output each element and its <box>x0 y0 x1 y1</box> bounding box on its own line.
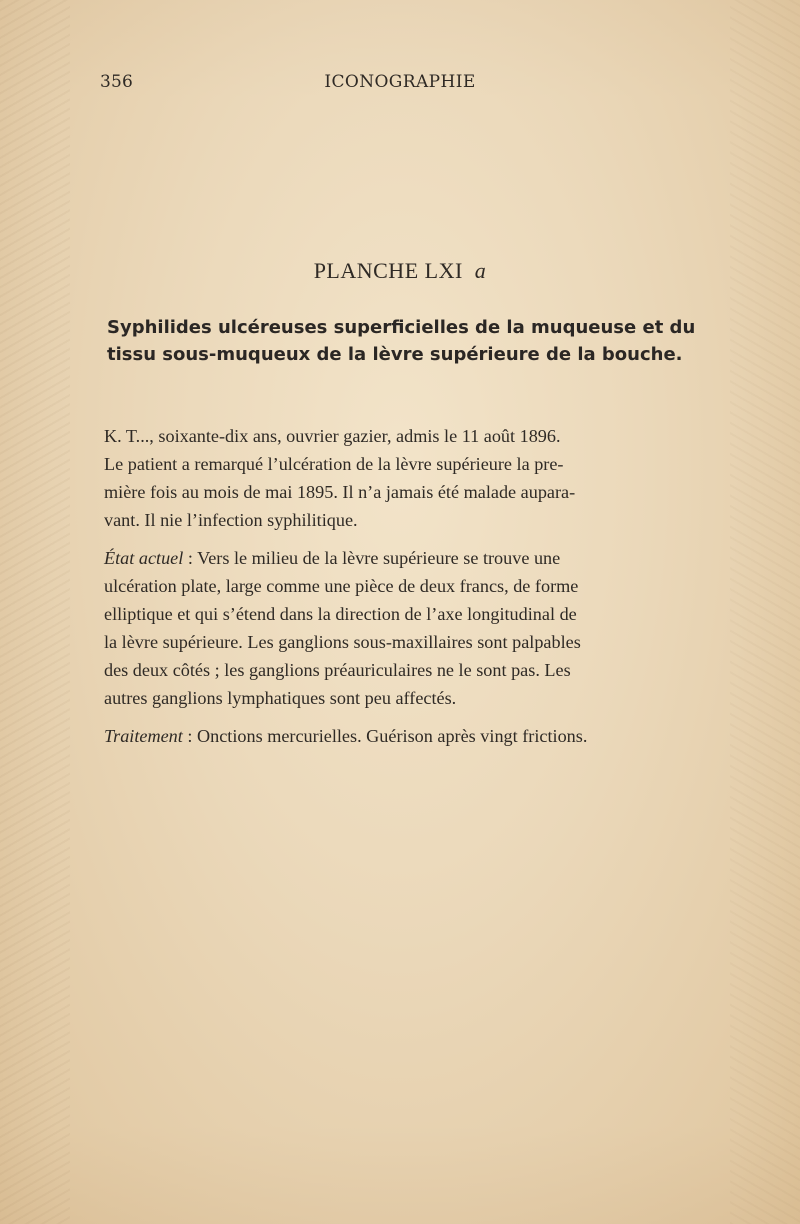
current-state-line-5: des deux côtés ; les ganglions préauriculaires ne le sont pas. Les <box>104 660 571 680</box>
current-state-line-6: autres ganglions lymphatiques sont peu affectés. <box>104 688 457 708</box>
plate-title <box>0 258 800 284</box>
treatment-text: : Onctions mercurielles. Guérison après vingt frictions. <box>182 726 588 746</box>
current-state-line-2: ulcération plate, large comme une pièce de deux francs, de forme <box>104 576 579 596</box>
running-title: ICONOGRAPHIE <box>324 72 476 92</box>
treatment-line <box>104 726 724 747</box>
current-state-line-1-text: : Vers le milieu de la lèvre supérieure se trouve une <box>183 548 561 568</box>
current-state-line-3: elliptique et qui s’étend dans la direction de l’axe longitudinal de <box>104 604 577 624</box>
plate-title-suffix: a <box>474 258 487 283</box>
current-state-line-1 <box>104 548 724 569</box>
subtitle-line-1: Syphilides ulcéreuses superficielles de la muqueuse et du <box>107 317 696 338</box>
patient-line-2: Le patient a remarqué l’ulcération de la lèvre supérieure la pre- <box>104 454 564 474</box>
left-page-edge-texture <box>0 0 70 1224</box>
right-page-edge-texture <box>730 0 800 1224</box>
patient-line-3: mière fois au mois de mai 1895. Il n’a jamais été malade aupara- <box>104 482 576 502</box>
patient-line-1: K. T..., soixante-dix ans, ouvrier gazier, admis le 11 août 1896. <box>104 426 561 446</box>
current-state-line-4: la lèvre supérieure. Les ganglions sous-maxillaires sont palpables <box>104 632 581 652</box>
plate-title-main: PLANCHE LXI <box>313 258 463 283</box>
patient-line-4: vant. Il nie l’infection syphilitique. <box>104 510 358 530</box>
current-state-label: État actuel <box>104 548 184 568</box>
treatment-label: Traitement <box>104 726 183 746</box>
page-number: 356 <box>100 72 134 92</box>
subtitle-line-2: tissu sous-muqueux de la lèvre supérieure de la bouche. <box>107 344 683 365</box>
